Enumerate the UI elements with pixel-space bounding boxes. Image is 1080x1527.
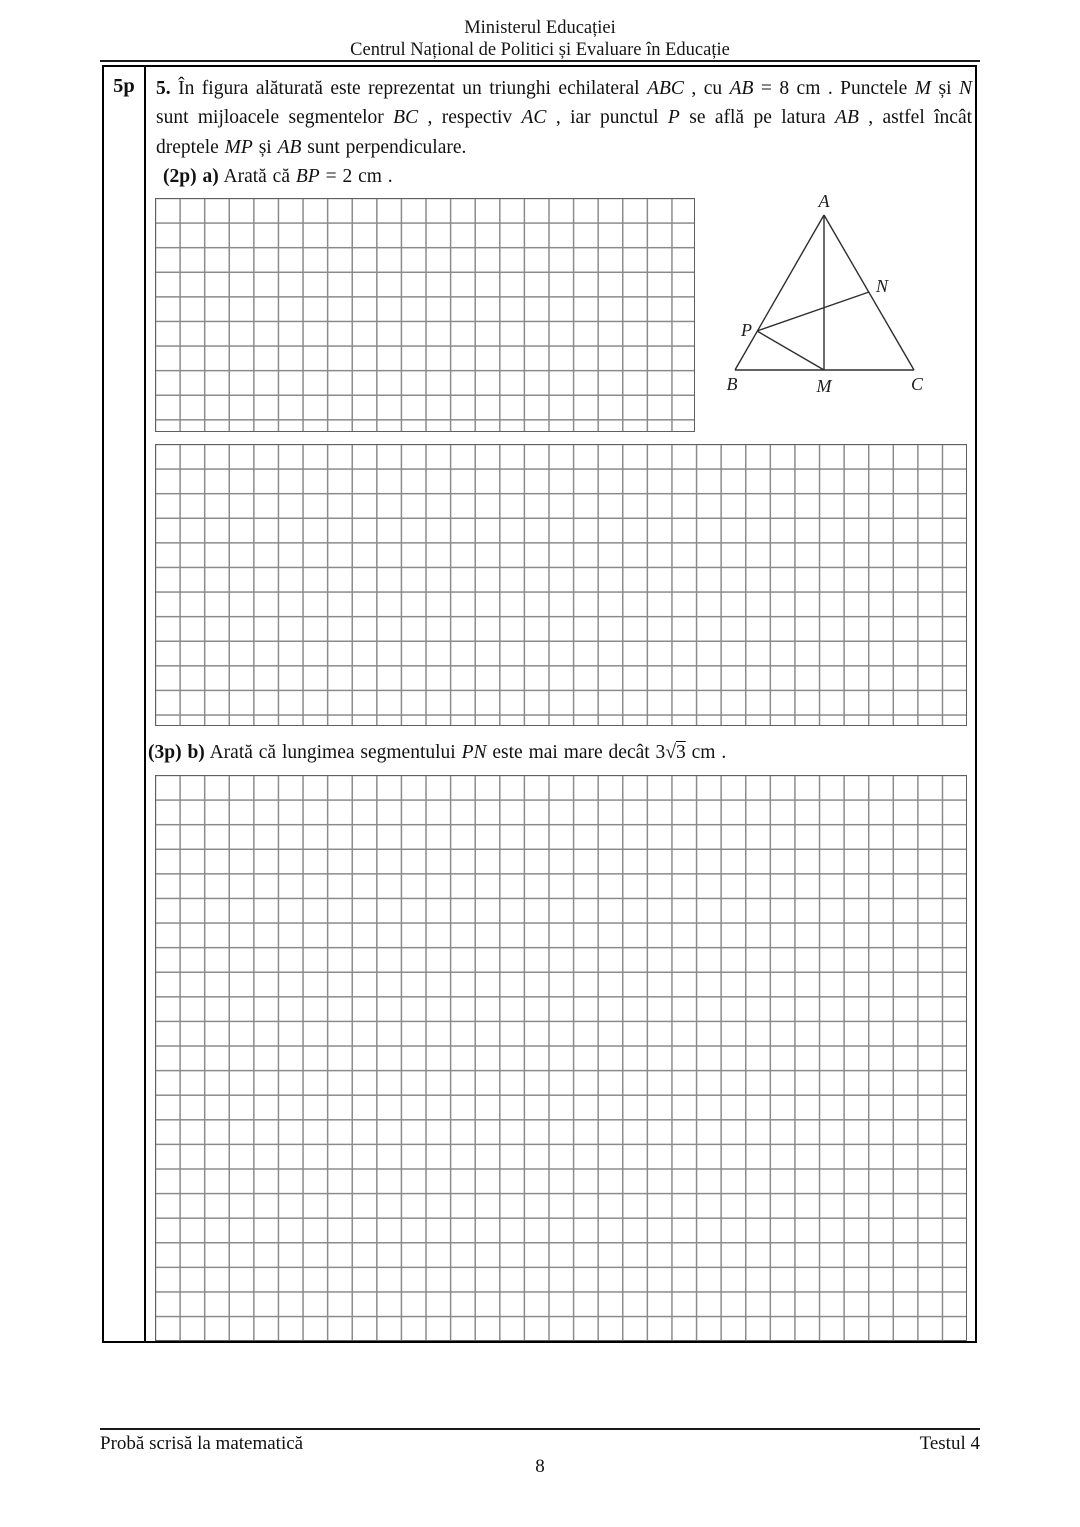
vertex-label-A: A <box>818 192 830 211</box>
work-grid-part-b <box>155 775 967 1341</box>
statement-line-2: sunt mijloacele segmentelor BC , respectiv AC , iar punctul P se află pe latura AB , astfel încât <box>156 107 973 129</box>
statement-part-a: (2p) a) Arată că BP = 2 cm . <box>163 166 393 188</box>
vertex-label-B: B <box>726 374 738 394</box>
point-label-N: N <box>876 276 889 296</box>
triangle-figure <box>712 192 978 404</box>
statement-part-b: (3p) b) Arată că lungimea segmentului PN este mai mare decât 3√3 cm . <box>148 742 727 763</box>
footer-exam-name: Probă scrisă la matematică <box>100 1433 304 1454</box>
score-cell <box>104 67 146 1341</box>
problem-statement <box>156 74 972 192</box>
vertex-label-C: C <box>910 374 924 394</box>
document-header <box>0 18 1080 61</box>
page-number: 8 <box>535 1456 545 1477</box>
work-grid-part-a-large <box>155 444 967 726</box>
ministry-title: Ministerul Educației <box>464 18 616 38</box>
point-label-P: P <box>741 320 752 340</box>
point-label-M: M <box>816 376 832 396</box>
footer-test-number: Testul 4 <box>919 1433 980 1454</box>
footer-rule <box>100 1428 980 1430</box>
work-grid-part-a-small <box>155 198 695 432</box>
statement-line-1: 5. În figura alăturată este reprezentat un triunghi echilateral ABC , cu AB = 8 cm . Punctele M și N <box>156 78 972 99</box>
side-AB <box>735 215 824 370</box>
segment-PM <box>757 331 824 370</box>
segment-PN <box>757 292 869 331</box>
center-subtitle: Centrul Național de Politici și Evaluare în Educație <box>350 39 730 60</box>
score-label: 5p <box>113 75 135 97</box>
statement-line-3: dreptele MP și AB sunt perpendiculare. <box>156 136 467 158</box>
header-rule <box>100 60 980 62</box>
